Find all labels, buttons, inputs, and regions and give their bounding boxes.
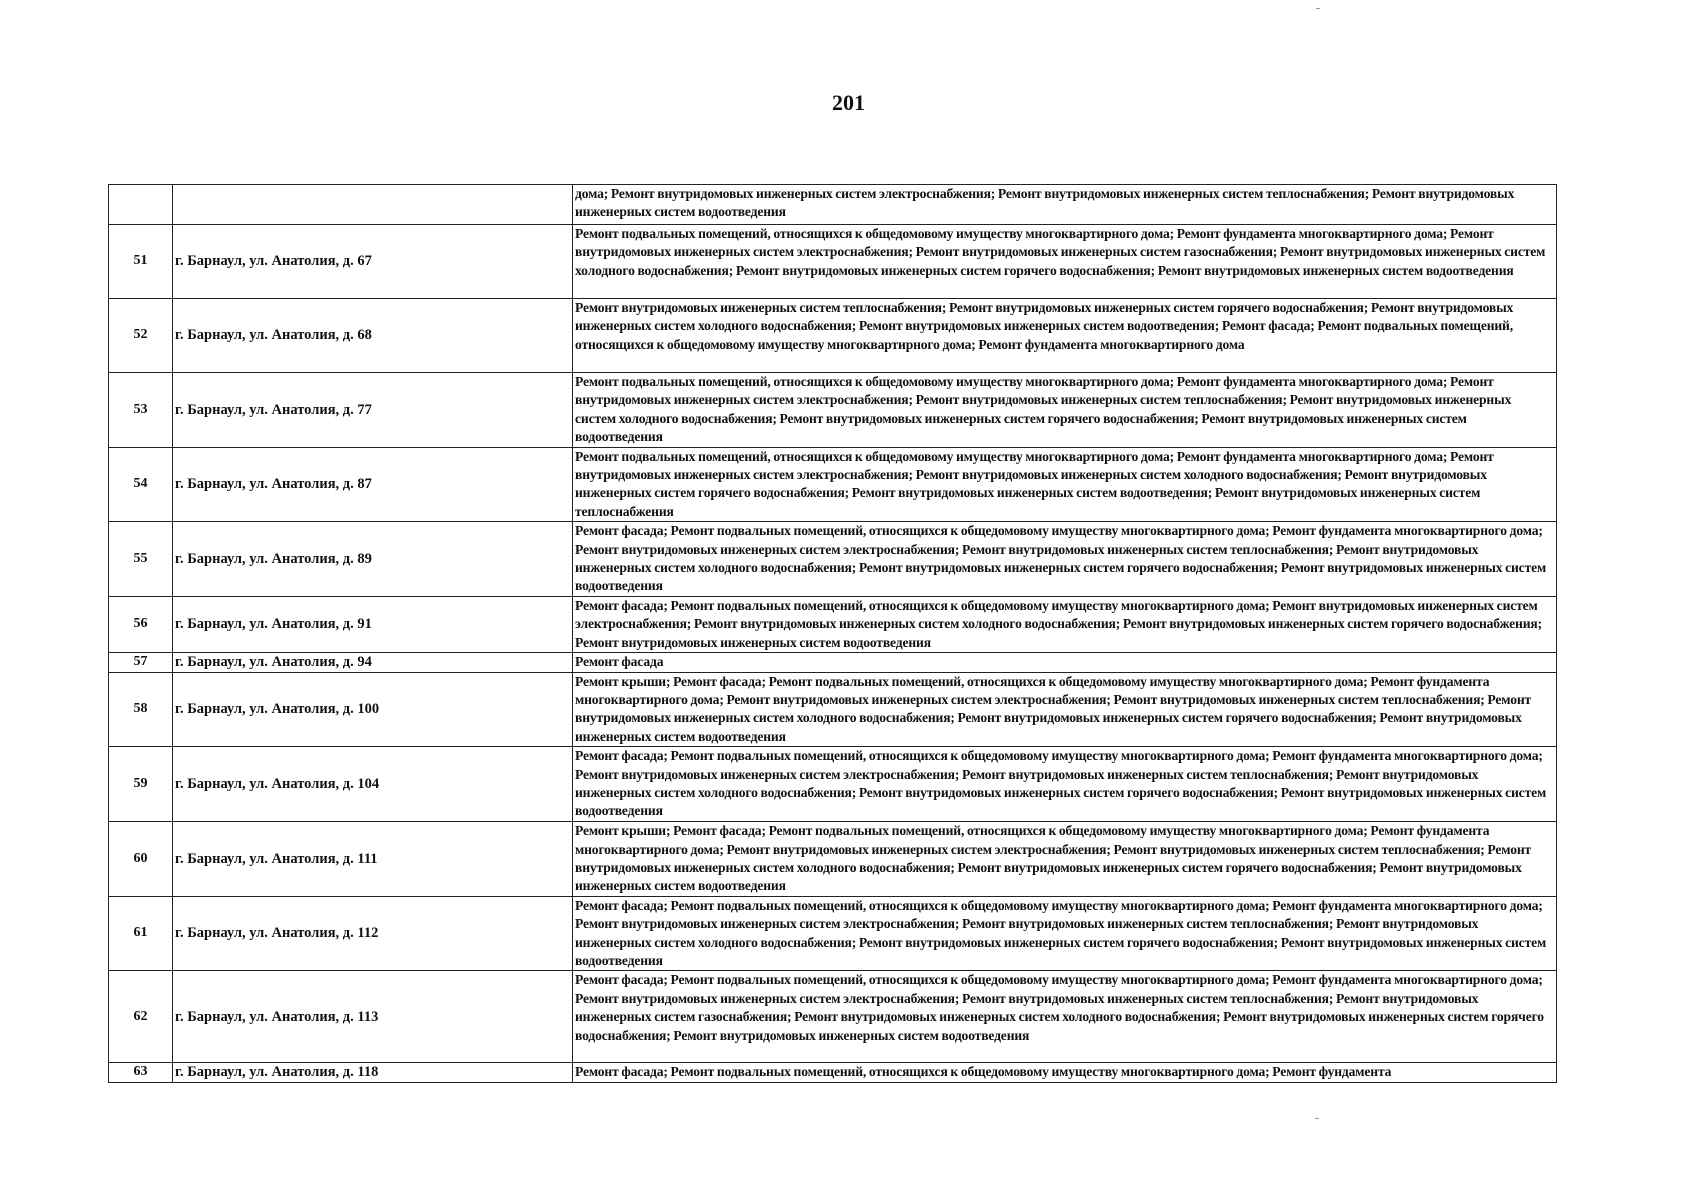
works-cell: Ремонт внутридомовых инженерных систем теплоснабжения; Ремонт внутридомовых инженерных систем горячего водоснабжения; Ремонт внутридомовых инженерных систем холодного водоснабжения; Ремонт внутридомовых инженерных систем водоотведения; Ремонт фасада; Ремонт подвальных помещений, относящихся к общедомовому имуществу многоквартирного дома; Ремонт фундамента многоквартирного дома [573,299,1557,373]
address-cell: г. Барнаул, ул. Анатолия, д. 94 [173,653,573,672]
address-cell: г. Барнаул, ул. Анатолия, д. 104 [173,747,573,822]
works-cell: Ремонт фасада; Ремонт подвальных помещений, относящихся к общедомовому имуществу многоквартирного дома; Ремонт фундамента многоквартирного дома; Ремонт внутридомовых инженерных систем электроснабжения; Ремонт внутридомовых инженерных систем теплоснабжения; Ремонт внутридомовых инженерных систем холодного водоснабжения; Ремонт внутридомовых инженерных систем горячего водоснабжения; Ремонт внутридомовых инженерных систем водоотведения [573,747,1557,822]
works-cell: Ремонт фасада [573,653,1557,672]
row-number-cell: 63 [109,1063,173,1082]
works-cell: Ремонт фасада; Ремонт подвальных помещений, относящихся к общедомовому имуществу многоквартирного дома; Ремонт фундамента многоквартирного дома; Ремонт внутридомовых инженерных систем электроснабжения; Ремонт внутридомовых инженерных систем теплоснабжения; Ремонт внутридомовых инженерных систем газоснабжения; Ремонт внутридомовых инженерных систем холодного водоснабжения; Ремонт внутридомовых инженерных систем горячего водоснабжения; Ремонт внутридомовых инженерных систем водоотведения [573,971,1557,1063]
page-number: 201 [832,90,865,115]
row-number-cell: 54 [109,447,173,522]
table-row [109,822,1557,897]
table-row [109,747,1557,822]
row-number-cell: 57 [109,653,173,672]
row-number-cell: 56 [109,596,173,652]
table-row [109,522,1557,597]
scan-speck [1315,1118,1319,1119]
works-cell: Ремонт фасада; Ремонт подвальных помещений, относящихся к общедомовому имуществу многоквартирного дома; Ремонт внутридомовых инженерных систем электроснабжения; Ремонт внутридомовых инженерных систем холодного водоснабжения; Ремонт внутридомовых инженерных систем горячего водоснабжения; Ремонт внутридомовых инженерных систем водоотведения [573,596,1557,652]
address-cell: г. Барнаул, ул. Анатолия, д. 112 [173,896,573,971]
address-cell: г. Барнаул, ул. Анатолия, д. 113 [173,971,573,1063]
row-number-cell: 51 [109,225,173,299]
address-cell: г. Барнаул, ул. Анатолия, д. 89 [173,522,573,597]
row-number-cell: 55 [109,522,173,597]
row-number-cell: 59 [109,747,173,822]
address-cell: г. Барнаул, ул. Анатолия, д. 100 [173,672,573,747]
works-cell: Ремонт подвальных помещений, относящихся к общедомовому имуществу многоквартирного дома; Ремонт фундамента многоквартирного дома; Ремонт внутридомовых инженерных систем электроснабжения; Ремонт внутридомовых инженерных систем газоснабжения; Ремонт внутридомовых инженерных систем холодного водоснабжения; Ремонт внутридомовых инженерных систем горячего водоснабжения; Ремонт внутридомовых инженерных систем водоотведения [573,225,1557,299]
table-row [109,225,1557,299]
address-cell [173,185,573,225]
address-cell: г. Барнаул, ул. Анатолия, д. 111 [173,822,573,897]
table-row [109,373,1557,448]
address-cell: г. Барнаул, ул. Анатолия, д. 91 [173,596,573,652]
row-number-cell: 53 [109,373,173,448]
table-row [109,653,1557,672]
table-row [109,596,1557,652]
row-number-cell: 52 [109,299,173,373]
works-cell: Ремонт крыши; Ремонт фасада; Ремонт подвальных помещений, относящихся к общедомовому имуществу многоквартирного дома; Ремонт фундамента многоквартирного дома; Ремонт внутридомовых инженерных систем электроснабжения; Ремонт внутридомовых инженерных систем теплоснабжения; Ремонт внутридомовых инженерных систем холодного водоснабжения; Ремонт внутридомовых инженерных систем горячего водоснабжения; Ремонт внутридомовых инженерных систем водоотведения [573,822,1557,897]
table-row [109,185,1557,225]
table-row [109,1063,1557,1082]
works-cell: Ремонт фасада; Ремонт подвальных помещений, относящихся к общедомовому имуществу многоквартирного дома; Ремонт фундамента многоквартирного дома; Ремонт внутридомовых инженерных систем электроснабжения; Ремонт внутридомовых инженерных систем теплоснабжения; Ремонт внутридомовых инженерных систем холодного водоснабжения; Ремонт внутридомовых инженерных систем горячего водоснабжения; Ремонт внутридомовых инженерных систем водоотведения [573,522,1557,597]
works-cell: Ремонт подвальных помещений, относящихся к общедомовому имуществу многоквартирного дома; Ремонт фундамента многоквартирного дома; Ремонт внутридомовых инженерных систем электроснабжения; Ремонт внутридомовых инженерных систем холодного водоснабжения; Ремонт внутридомовых инженерных систем горячего водоснабжения; Ремонт внутридомовых инженерных систем водоотведения; Ремонт внутридомовых инженерных систем теплоснабжения [573,447,1557,522]
works-cell: Ремонт фасада; Ремонт подвальных помещений, относящихся к общедомовому имуществу многоквартирного дома; Ремонт фундамента [573,1063,1557,1082]
row-number-cell: 62 [109,971,173,1063]
repair-works-table [108,184,1557,1083]
works-cell: дома; Ремонт внутридомовых инженерных систем электроснабжения; Ремонт внутридомовых инженерных систем теплоснабжения; Ремонт внутридомовых инженерных систем водоотведения [573,185,1557,225]
address-cell: г. Барнаул, ул. Анатолия, д. 77 [173,373,573,448]
table-row [109,447,1557,522]
table-row [109,896,1557,971]
address-cell: г. Барнаул, ул. Анатолия, д. 118 [173,1063,573,1082]
works-cell: Ремонт подвальных помещений, относящихся к общедомовому имуществу многоквартирного дома; Ремонт фундамента многоквартирного дома; Ремонт внутридомовых инженерных систем электроснабжения; Ремонт внутридомовых инженерных систем теплоснабжения; Ремонт внутридомовых инженерных систем холодного водоснабжения; Ремонт внутридомовых инженерных систем горячего водоснабжения; Ремонт внутридомовых инженерных систем водоотведения [573,373,1557,448]
works-cell: Ремонт крыши; Ремонт фасада; Ремонт подвальных помещений, относящихся к общедомовому имуществу многоквартирного дома; Ремонт фундамента многоквартирного дома; Ремонт внутридомовых инженерных систем электроснабжения; Ремонт внутридомовых инженерных систем теплоснабжения; Ремонт внутридомовых инженерных систем холодного водоснабжения; Ремонт внутридомовых инженерных систем горячего водоснабжения; Ремонт внутридомовых инженерных систем водоотведения [573,672,1557,747]
table-row [109,672,1557,747]
row-number-cell [109,185,173,225]
scan-speck [1316,8,1320,9]
table-row [109,971,1557,1063]
row-number-cell: 58 [109,672,173,747]
row-number-cell: 60 [109,822,173,897]
address-cell: г. Барнаул, ул. Анатолия, д. 68 [173,299,573,373]
table-row [109,299,1557,373]
address-cell: г. Барнаул, ул. Анатолия, д. 87 [173,447,573,522]
works-cell: Ремонт фасада; Ремонт подвальных помещений, относящихся к общедомовому имуществу многоквартирного дома; Ремонт фундамента многоквартирного дома; Ремонт внутридомовых инженерных систем электроснабжения; Ремонт внутридомовых инженерных систем теплоснабжения; Ремонт внутридомовых инженерных систем холодного водоснабжения; Ремонт внутридомовых инженерных систем горячего водоснабжения; Ремонт внутридомовых инженерных систем водоотведения [573,896,1557,971]
row-number-cell: 61 [109,896,173,971]
address-cell: г. Барнаул, ул. Анатолия, д. 67 [173,225,573,299]
